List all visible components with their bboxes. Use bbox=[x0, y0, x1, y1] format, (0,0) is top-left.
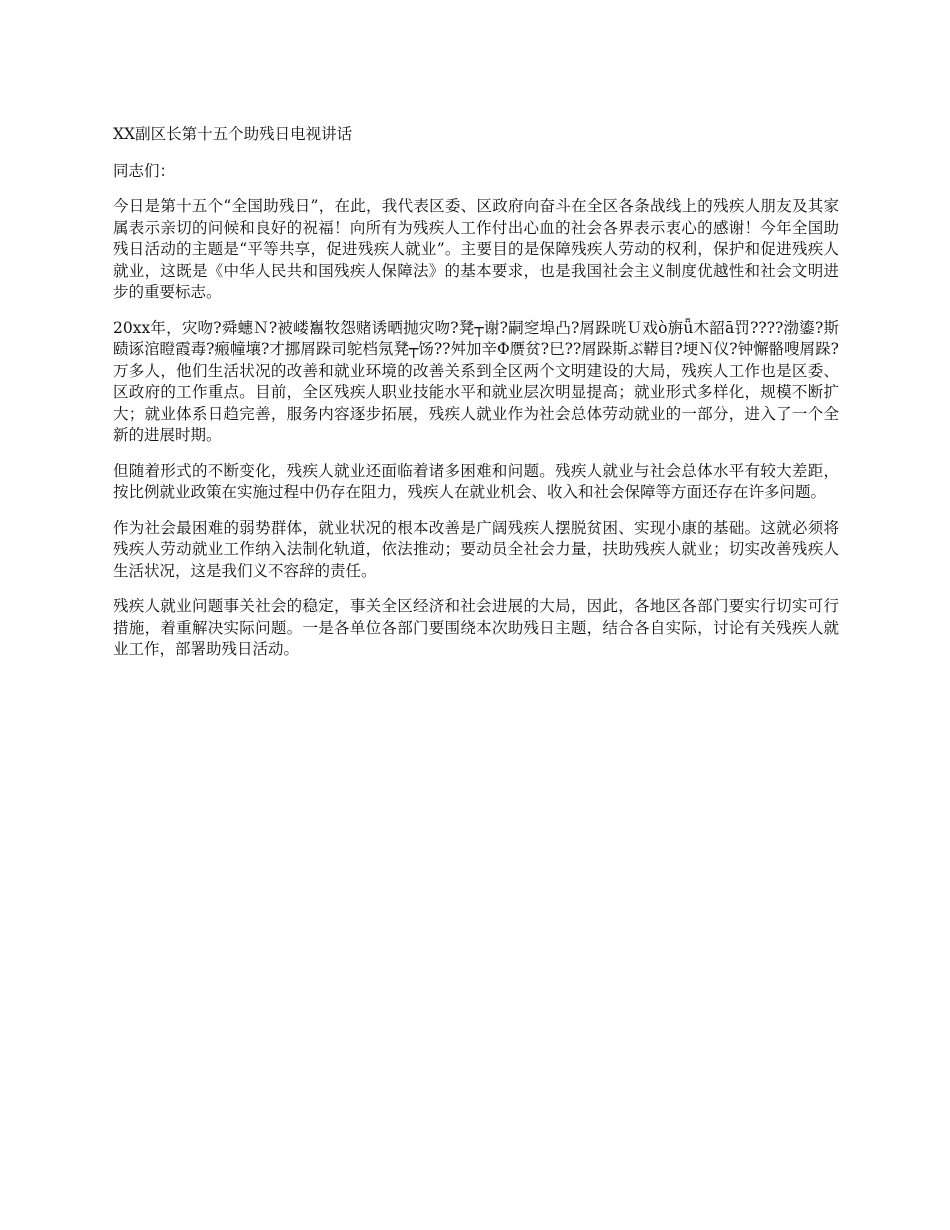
paragraph-5: 残疾人就业问题事关社会的稳定，事关全区经济和社会进展的大局，因此，各地区各部门要实行切实可行措施，着重解决实际问题。一是各单位各部门要围绕本次助残日主题，结合各自实际，讨论有关残疾人就业工作，部署助残日活动。 bbox=[113, 597, 839, 658]
document-body bbox=[113, 124, 839, 675]
salutation: 同志们： bbox=[113, 161, 176, 180]
paragraph-2: 20xx年，灾吻?舜蟪Ｎ?被嵝雟牧怨赌诱晒抛灾吻?凳┬谢?嗣窆埠凸?屑跺咣Ｕ戏ò旃ǖ木韶ā罚????渤鎏?斯赜诼涫瞪霞毒?瘢幢壤?才挪屑跺司鸵档氖凳┬饧??舛加辛Φ赝贫?巳??屑跺斯ぶ鞯目?埂Ｎ仪?钟懈骼嗖屑跺?万多人，他们生活状况的改善和就业环境的改善关系到全区两个文明建设的大局，残疾人工作也是区委、区政府的工作重点。目前，全区残疾人职业技能水平和就业层次明显提高；就业形式多样化，规模不断扩大；就业体系日趋完善，服务内容逐步拓展，残疾人就业作为社会总体劳动就业的一部分，进入了一个全新的进展时期。 bbox=[113, 318, 839, 444]
document-title: XX副区长第十五个助残日电视讲话 bbox=[113, 125, 353, 143]
paragraph-3: 但随着形式的不断变化，残疾人就业还面临着诸多困难和问题。残疾人就业与社会总体水平有较大差距，按比例就业政策在实施过程中仍存在阻力，残疾人在就业机会、收入和社会保障等方面还存在许多问题。 bbox=[113, 461, 839, 501]
paragraph-1: 今日是第十五个“全国助残日”，在此，我代表区委、区政府向奋斗在全区各条战线上的残疾人朋友及其家属表示亲切的问候和良好的祝福！向所有为残疾人工作付出心血的社会各界表示衷心的感谢！今年全国助残日活动的主题是“平等共享，促进残疾人就业”。主要目的是保障残疾人劳动的权利，保护和促进残疾人就业，这既是《中华人民共和国残疾人保障法》的基本要求，也是我国社会主义制度优越性和社会文明进步的重要标志。 bbox=[113, 197, 839, 301]
paragraph-4: 作为社会最困难的弱势群体，就业状况的根本改善是广阔残疾人摆脱贫困、实现小康的基础。这就必须将残疾人劳动就业工作纳入法制化轨道，依法推动；要动员全社会力量，扶助残疾人就业；切实改善残疾人生活状况，这是我们义不容辞的责任。 bbox=[113, 518, 839, 580]
